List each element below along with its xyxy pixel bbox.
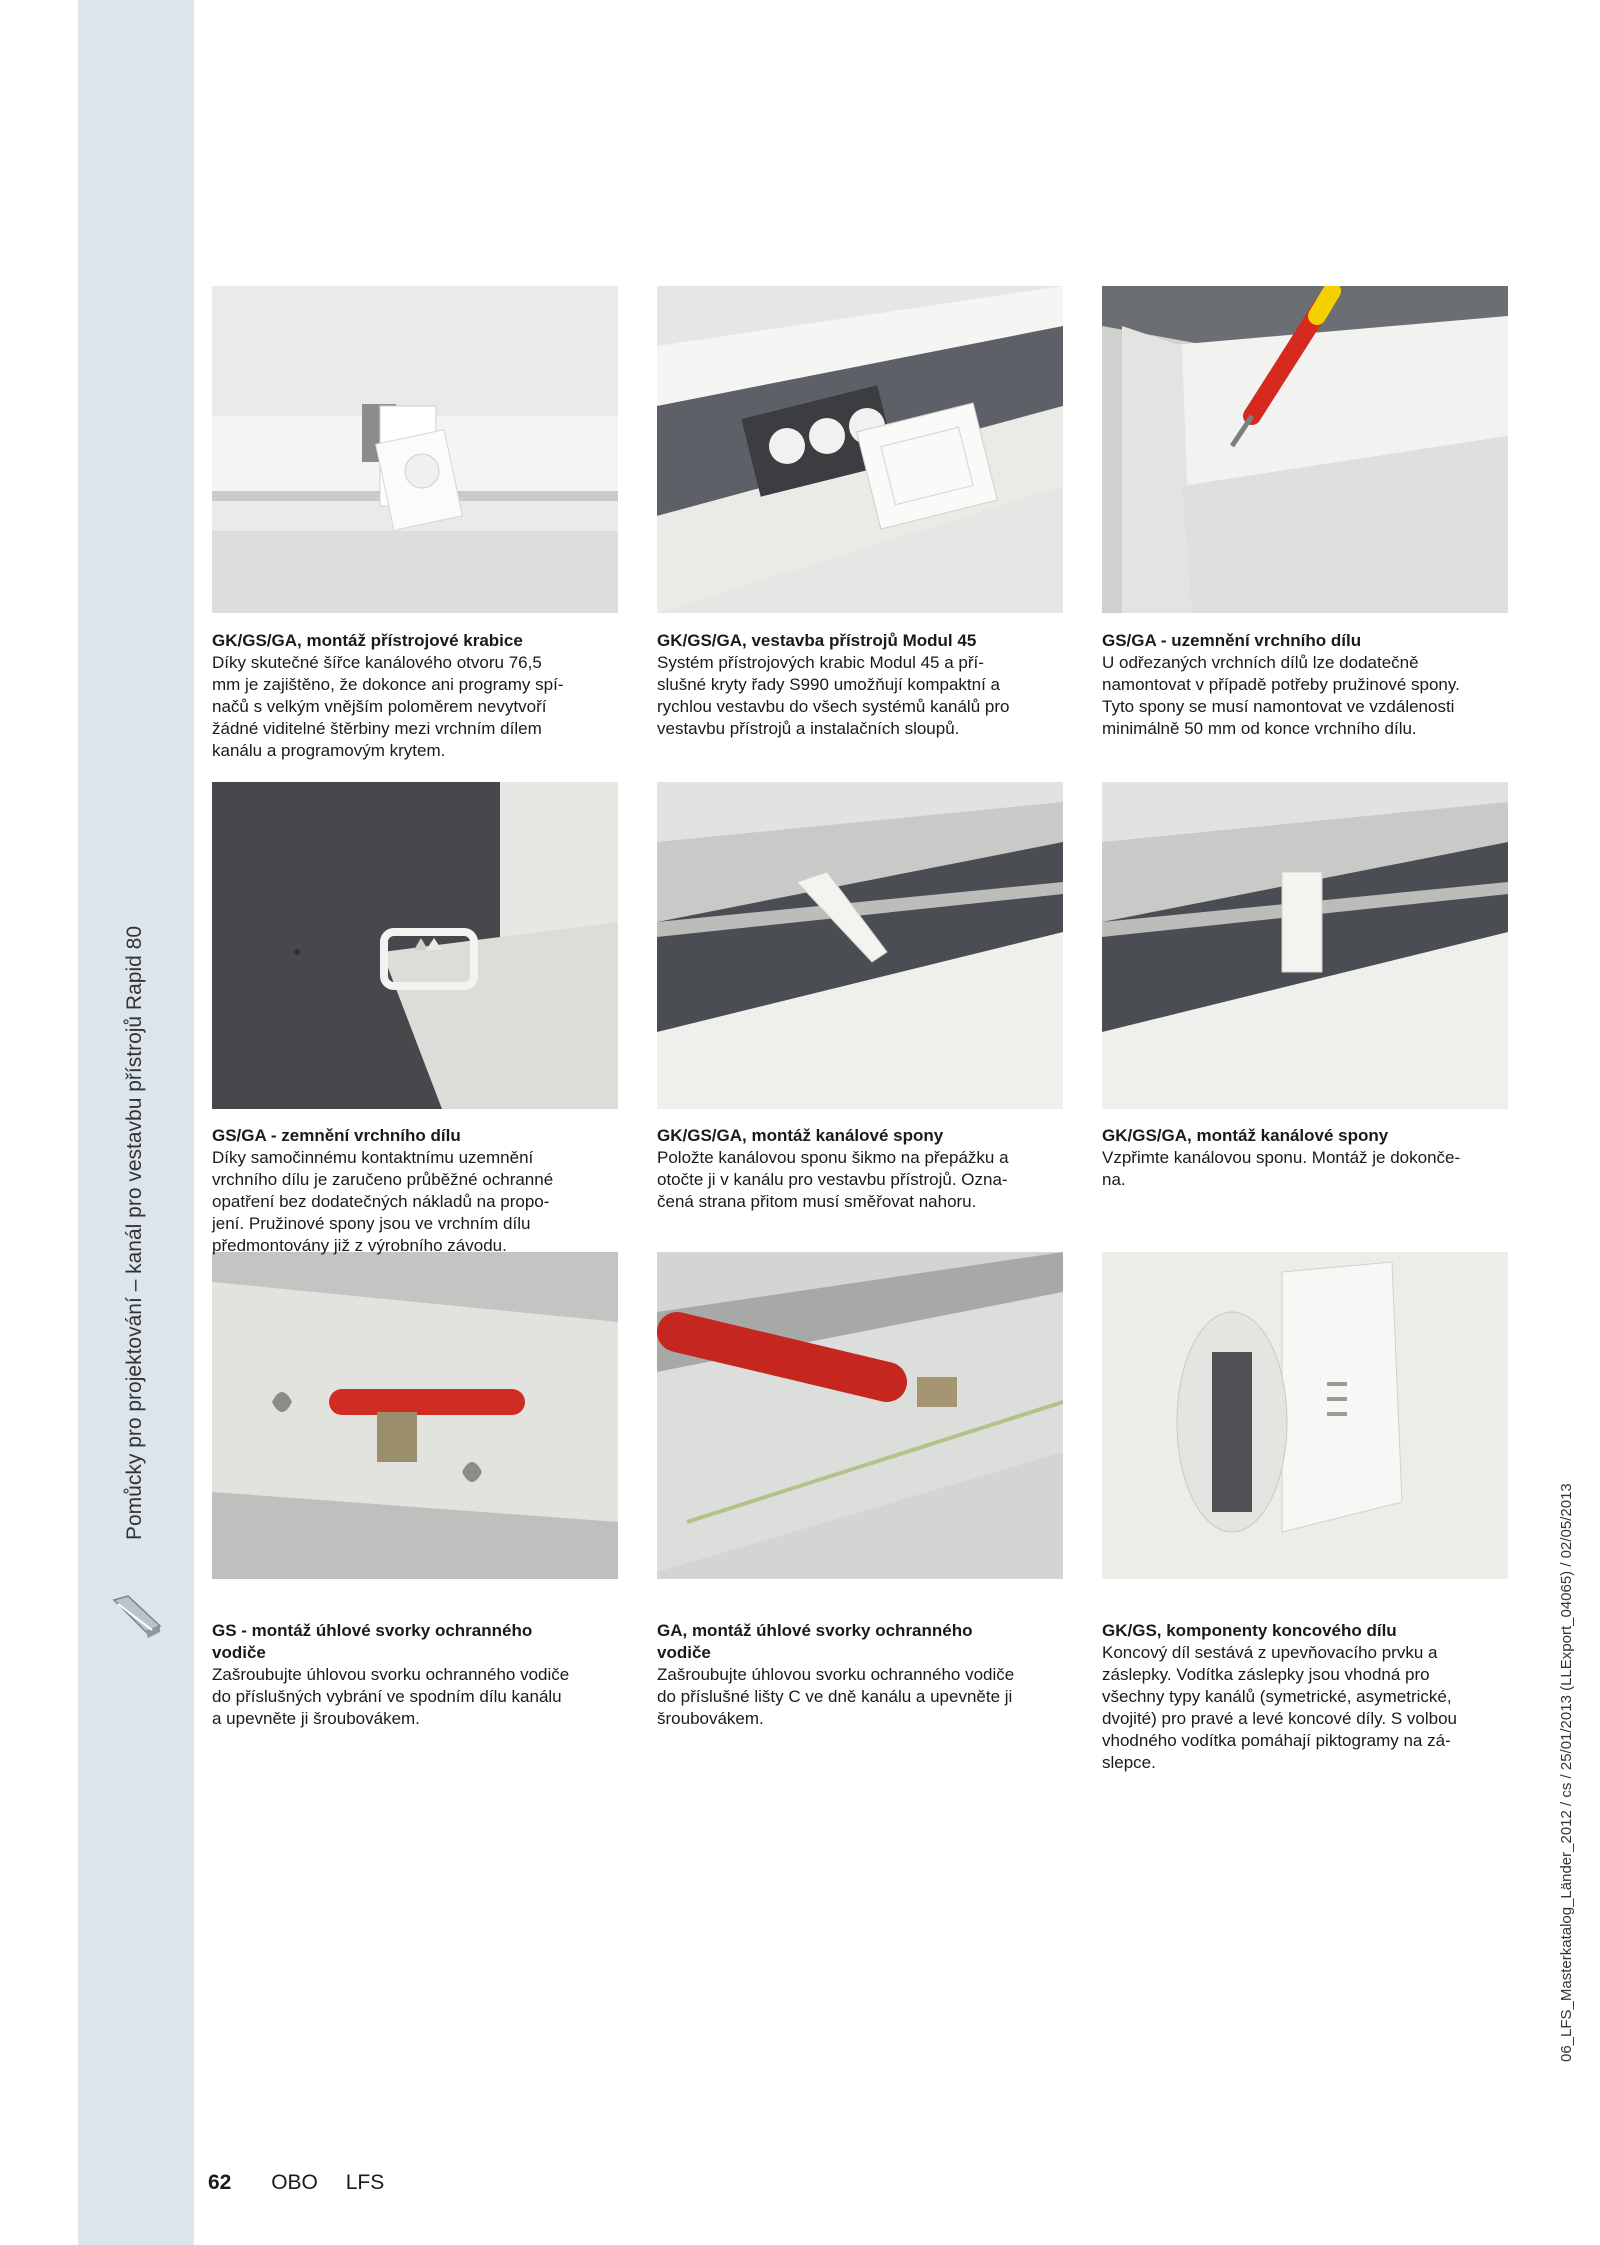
caption-body: Díky samočinnému kontaktnímu uzemnění vrchního dílu je zaručeno průběžné ochranné opatření bez dodatečných nákladů na propo- jení. Pružinové spony jsou ve vrchním dílu předmontovány již z výrobního závodu. [212,1148,554,1255]
caption-body: Zašroubujte úhlovou svorku ochranného vodiče do příslušných vybrání ve spodním dílu kanálu a upevněte ji šroubovákem. [212,1665,570,1728]
caption-body: U odřezaných vrchních dílů lze dodatečně namontovat v případě potřeby pružinové spony. Tyto spony se musí namontovat ve vzdálenosti minimálně 50 mm od konce vrchního dílu. [1102,653,1460,738]
page-number: 62 [208,2171,232,2194]
caption-title: GS/GA - uzemnění vrchního dílu [1102,631,1362,650]
caption-upper-part-grounding [1102,630,1522,740]
caption-title: GK/GS/GA, montáž přístrojové krabice [212,631,523,650]
brand-name: OBO [271,2171,318,2194]
caption-upper-part-earthing [212,1125,632,1257]
caption-body: Díky skutečné šířce kanálového otvoru 76,5 mm je zajištěno, že dokonce ani programy spí- načů s velkým vnějším poloměrem nevytvoří žádné viditelné štěrbiny mezi vrchním dílem kanálu a programovým krytem. [212,653,564,760]
caption-end-part-components [1102,1620,1522,1774]
photo-modul45-installation [657,286,1063,613]
channel-icon [108,1592,168,1640]
caption-device-box-mounting [212,630,632,762]
photo-gs-angle-clamp [212,1252,618,1579]
caption-title: GK/GS/GA, montáž kanálové spony [1102,1126,1389,1145]
photo-ga-angle-clamp [657,1252,1063,1579]
sidebar-title: Pomůcky pro projektování – kanál pro vestavbu přístrojů Rapid 80 [123,926,146,1540]
photo-upper-part-grounding [1102,286,1508,613]
caption-title: GK/GS, komponenty koncového dílu [1102,1621,1397,1640]
page-footer [208,2168,384,2198]
section-name: LFS [345,2171,385,2194]
photo-upper-part-earthing [212,782,618,1109]
caption-channel-clip-inserting [657,1125,1077,1213]
caption-ga-angle-clamp [657,1620,1077,1730]
caption-title: GS/GA - zemnění vrchního dílu [212,1126,461,1145]
caption-title: GS - montáž úhlové svorky ochranného vodiče [212,1621,533,1662]
caption-body: Koncový díl sestává z upevňovacího prvku a záslepky. Vodítka záslepky jsou vhodná pro všechny typy kanálů (symetrické, asymetrické, dvojité) pro pravé a levé koncové díly. S volbou vhodného vodítka pomáhají piktogramy na zá- slepce. [1102,1643,1457,1772]
caption-title: GK/GS/GA, montáž kanálové spony [657,1126,944,1145]
caption-channel-clip-upright [1102,1125,1522,1191]
caption-title: GK/GS/GA, vestavba přístrojů Modul 45 [657,631,977,650]
photo-channel-clip-upright [1102,782,1508,1109]
photo-channel-clip-inserting [657,782,1063,1109]
caption-body: Systém přístrojových krabic Modul 45 a pří- slušné kryty řady S990 umožňují kompaktní a rychlou vestavbu do všech systémů kanálů pro vestavbu přístrojů a instalačních sloupů. [657,653,1010,738]
caption-title: GA, montáž úhlové svorky ochranného vodiče [657,1621,973,1662]
photo-device-box-mounting [212,286,618,613]
caption-body: Zašroubujte úhlovou svorku ochranného vodiče do příslušné lišty C ve dně kanálu a upevněte ji šroubovákem. [657,1665,1015,1728]
photo-end-part-components [1102,1252,1508,1579]
caption-body: Položte kanálovou sponu šikmo na přepážku a otočte ji v kanálu pro vestavbu přístrojů. Ozna- čená strana přitom musí směřovat nahoru. [657,1148,1009,1211]
document-code: 06_LFS_Masterkatalog_Länder_2012 / cs / 25/01/2013 (LLExport_04065) / 02/05/2013 [1558,1483,1575,2062]
caption-body: Vzpřimte kanálovou sponu. Montáž je dokonče- na. [1102,1148,1461,1189]
caption-gs-angle-clamp [212,1620,632,1730]
caption-modul45-installation [657,630,1077,740]
